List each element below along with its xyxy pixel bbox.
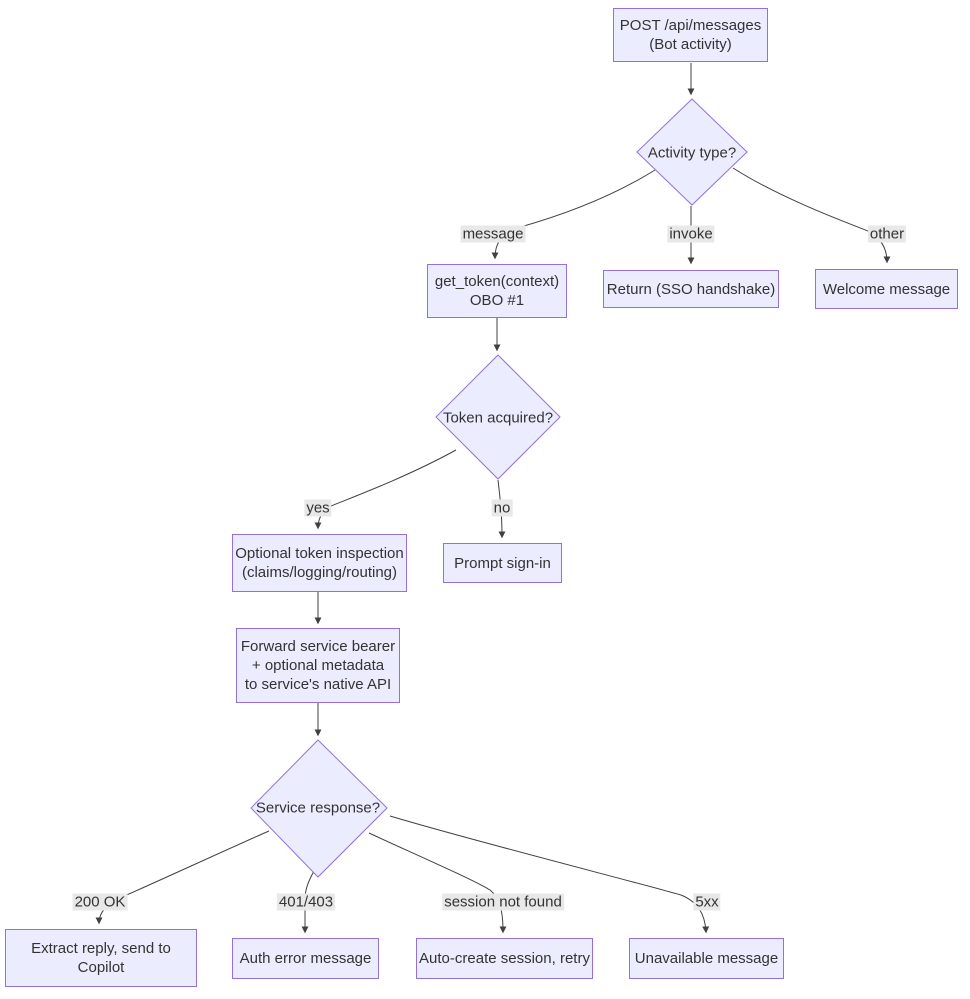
edge-activity-other [733, 168, 887, 262]
node-forward-bearer [236, 628, 400, 703]
node-inspection-line2: (claims/logging/routing) [241, 564, 398, 581]
edge-response-session-not-found [369, 833, 503, 932]
node-get-token-line1: get_token(context) [434, 273, 560, 290]
decision-service-response-label: Service response? [255, 799, 381, 817]
node-prompt-signin [443, 543, 562, 583]
node-auto-create-session [416, 938, 593, 979]
node-extract-line2: Copilot [77, 959, 125, 976]
edge-label-no: no [493, 499, 511, 517]
node-inspection-line1: Optional token inspection [235, 545, 404, 562]
edge-activity-message [495, 170, 655, 258]
edge-response-5xx [390, 816, 706, 932]
node-forward-line2: + optional metadata [251, 657, 385, 674]
edge-label-invoke: invoke [669, 225, 713, 243]
node-auto-create-line1: Auto-create session, retry [419, 950, 590, 967]
node-post-line1: POST /api/messages [619, 17, 762, 34]
node-post-line2: (Bot activity) [649, 36, 732, 53]
node-return-sso-line1: Return (SSO handshake) [606, 280, 776, 298]
node-unavailable-line1: Unavailable message [634, 950, 779, 967]
edge-label-other: other [869, 225, 905, 243]
edge-label-yes: yes [306, 499, 330, 517]
edge-label-200-ok: 200 OK [74, 893, 126, 911]
edge-label-session-not-found: session not found [444, 893, 562, 911]
node-get-token-line2: OBO #1 [469, 292, 525, 309]
decision-token-acquired-label: Token acquired? [442, 409, 554, 427]
node-forward-line3: to service's native API [244, 676, 392, 693]
edge-label-401-403: 401/403 [278, 893, 334, 911]
node-auth-error-line1: Auth error message [239, 950, 372, 967]
node-unavailable-message [629, 938, 784, 979]
edge-label-5xx: 5xx [695, 893, 719, 911]
node-welcome-message [815, 269, 958, 309]
node-welcome-line1: Welcome message [822, 280, 951, 298]
node-return-sso [603, 270, 779, 308]
node-forward-line1: Forward service bearer [240, 638, 396, 655]
node-auth-error [232, 938, 379, 979]
edge-token-yes [318, 450, 456, 528]
edge-label-message: message [462, 225, 524, 243]
node-extract-reply [5, 929, 197, 987]
decision-activity-type-label: Activity type? [647, 144, 737, 162]
node-optional-inspection [232, 534, 407, 592]
node-prompt-signin-line1: Prompt sign-in [454, 554, 551, 572]
node-post-api-messages [613, 8, 768, 62]
node-extract-line1: Extract reply, send to [31, 940, 171, 957]
node-get-token [427, 264, 567, 318]
